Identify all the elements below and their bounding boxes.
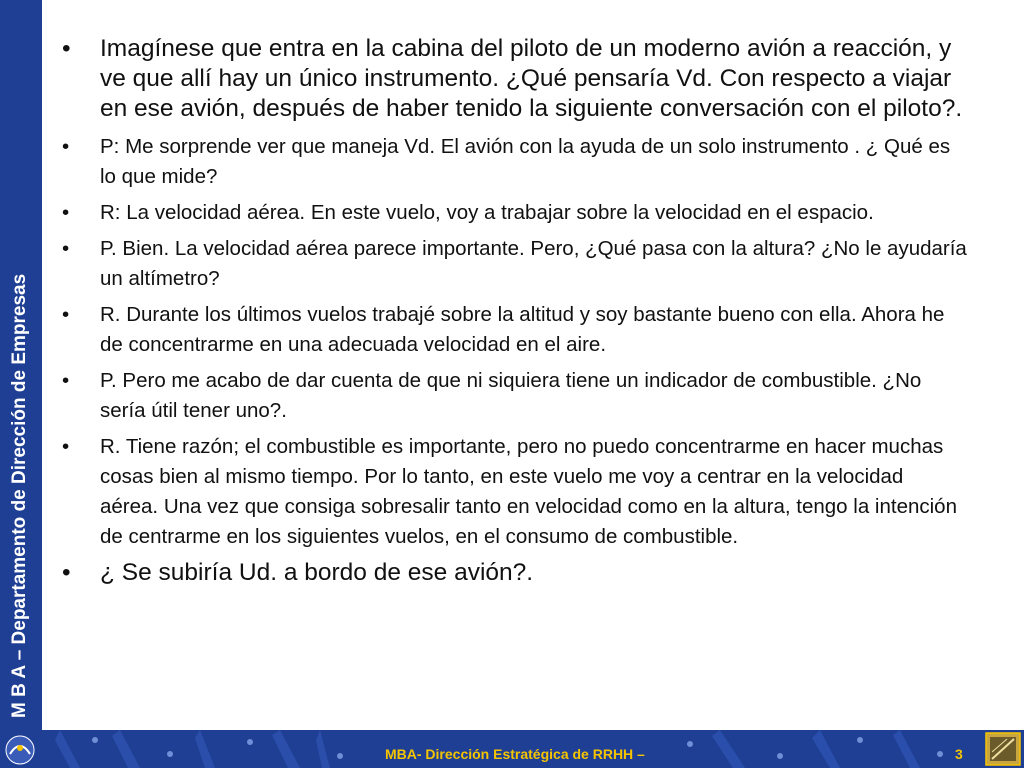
- bullet-icon: •: [62, 237, 70, 260]
- bullet-text: ¿ Se subiría Ud. a bordo de ese avión?.: [100, 559, 534, 586]
- bullet-item-6: [62, 366, 967, 426]
- bullet-icon: •: [62, 369, 70, 392]
- sidebar-title: M B A – Departamento de Dirección de Empresas: [9, 273, 30, 718]
- footer-title: MBA- Dirección Estratégica de RRHH –: [385, 746, 645, 762]
- bullet-text: Imagínese que entra en la cabina del piloto de un moderno avión a reacción, y ve que allí hay un único instrumento. ¿Qué pensaría Vd. Con respecto a viajar en ese avión, después de haber tenido la siguiente conversación con el piloto?.: [100, 35, 963, 122]
- slide-content: [62, 34, 967, 596]
- bullet-text: P. Bien. La velocidad aérea parece importante. Pero, ¿Qué pasa con la altura? ¿No le ayudaría un altímetro?: [100, 237, 967, 290]
- bullet-item-7: [62, 432, 967, 552]
- bullet-icon: •: [62, 303, 70, 326]
- page-number: 3: [955, 746, 963, 762]
- sidebar-band: [0, 0, 42, 730]
- bullet-icon: •: [62, 435, 70, 458]
- footer-band: [0, 730, 1024, 768]
- institution-logo-icon: [985, 732, 1021, 766]
- bullet-item-1: [62, 34, 967, 124]
- bullet-text: R. Tiene razón; el combustible es importante, pero no puedo concentrarme en hacer muchas cosas bien al mismo tiempo. Por lo tanto, en este vuelo me voy a centrar en la velocidad aérea. Una vez que consiga sobresalir tanto en velocidad como en la altura, tengo la intención de centrarme en los siguientes vuelos, en el consumo de combustible.: [100, 435, 957, 548]
- bullet-icon: •: [62, 559, 71, 586]
- bullet-item-4: [62, 234, 967, 294]
- bullet-text: R. Durante los últimos vuelos trabajé sobre la altitud y soy bastante bueno con ella. Ahora he de concentrarme en una adecuada velocidad en el aire.: [100, 303, 945, 356]
- bullet-item-8: [62, 558, 967, 588]
- bullet-icon: •: [62, 201, 70, 224]
- bullet-item-5: [62, 300, 967, 360]
- bullet-icon: •: [62, 35, 71, 62]
- bullet-item-3: [62, 198, 967, 228]
- bullet-text: P: Me sorprende ver que maneja Vd. El avión con la ayuda de un solo instrumento . ¿ Qué es lo que mide?: [100, 135, 951, 188]
- bullet-text: P. Pero me acabo de dar cuenta de que ni siquiera tiene un indicador de combustible. ¿No sería útil tener uno?.: [100, 369, 922, 422]
- bullet-icon: •: [62, 135, 70, 158]
- university-crest-icon: [0, 732, 40, 768]
- bullet-item-2: [62, 132, 967, 192]
- bullet-text: R: La velocidad aérea. En este vuelo, voy a trabajar sobre la velocidad en el espacio.: [100, 201, 874, 224]
